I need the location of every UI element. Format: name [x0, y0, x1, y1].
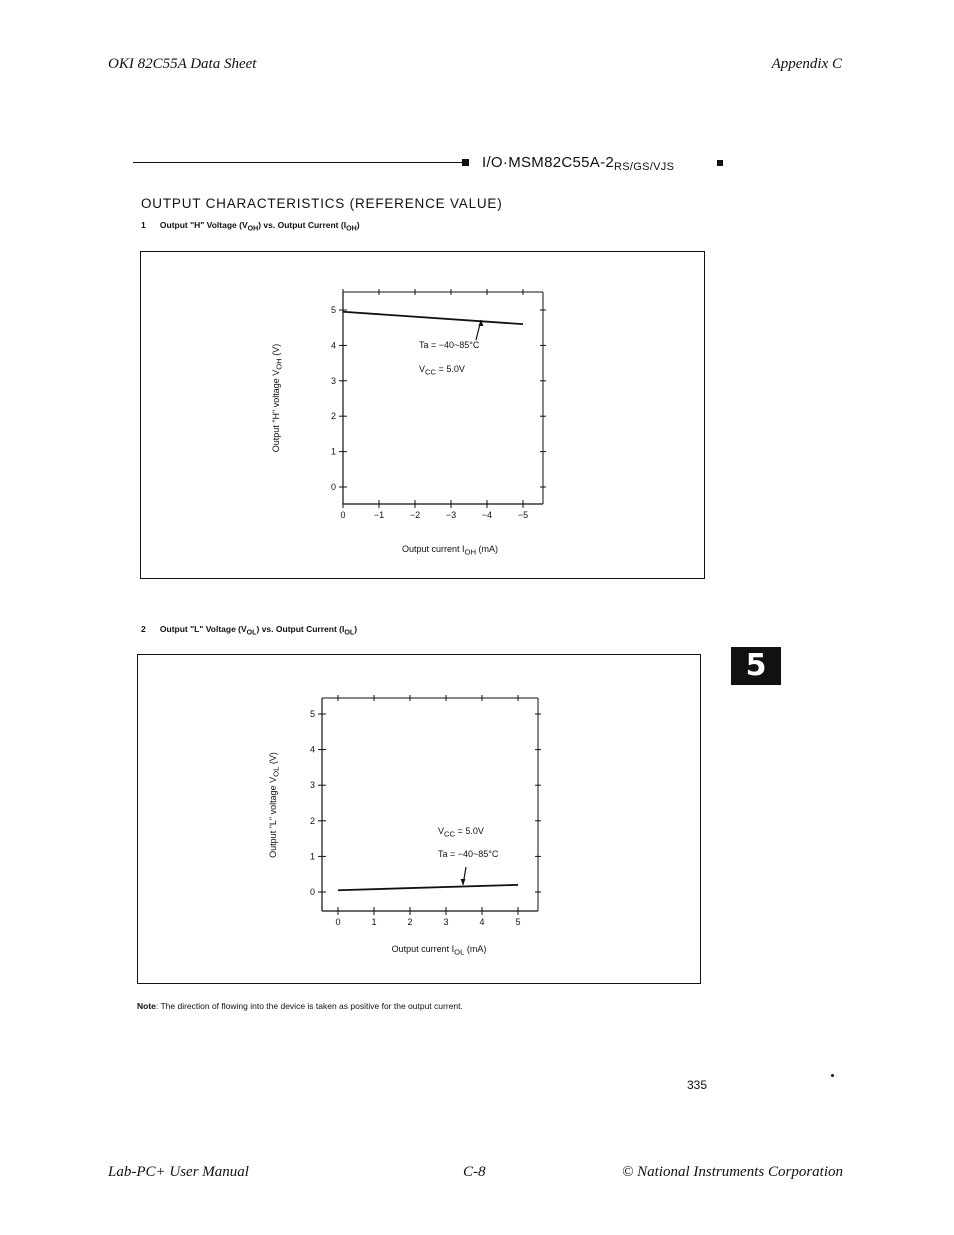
chart-2-y-tick-label-0: 0: [309, 887, 315, 897]
chart-2-caption-pre: Output "L" Voltage (V: [159, 624, 247, 634]
title-rule-end-mark: [462, 159, 469, 166]
chart-2-caption-sub2: OL: [344, 628, 355, 637]
part-title-prefix: I/O·MSM82C55A-2: [482, 154, 615, 171]
chart-2-y-tick-label-1: 1: [309, 851, 315, 862]
chart-1-annotation-0: Ta = −40~85°C: [419, 340, 480, 350]
chart-2-frame: [137, 654, 701, 984]
chart-1-y-tick-label-2: 2: [330, 411, 336, 422]
page-number: 335: [687, 1078, 708, 1092]
stray-dot: [831, 1074, 834, 1077]
chart-1-x-tick-label-2: −2: [409, 510, 421, 520]
chart-1-caption-num: 1: [141, 220, 146, 230]
chart-2-y-tick-label-4: 4: [309, 744, 315, 755]
part-title-bullet: [717, 160, 723, 166]
chart-2-caption-num: 2: [141, 624, 146, 634]
chart-1-y-tick-label-0: 0: [330, 482, 336, 492]
chart-1-caption: [141, 220, 360, 233]
chart-2-y-tick-label-5: 5: [309, 709, 315, 719]
chart-1-x-tick-label-0: 0: [340, 510, 346, 520]
chart-2-annotation-pointer-head: [461, 879, 466, 885]
footnote-label: Note: [137, 1001, 156, 1011]
chart-2: [138, 655, 700, 983]
title-rule: [133, 162, 463, 163]
chart-1-x-axis-label: Output current IOH (mA): [402, 544, 498, 557]
chart-2-y-axis-label: Output "L" voltage VOL (V): [268, 752, 281, 858]
chart-2-x-tick-label-4: 4: [479, 917, 485, 927]
chart-1-y-tick-label-4: 4: [330, 340, 336, 351]
chart-2-annotation-1: Ta = −40~85°C: [438, 849, 499, 859]
chart-1-x-tick-label-4: −4: [481, 510, 493, 520]
chart-1-x-tick-label-3: −3: [445, 510, 457, 520]
section-tab-badge: 5: [731, 647, 781, 685]
chart-2-y-tick-label-2: 2: [309, 815, 315, 826]
chart-2-x-tick-label-5: 5: [515, 917, 521, 927]
chart-2-series-line-0: [338, 885, 518, 890]
chart-1-annotation-1: VCC = 5.0V: [419, 364, 465, 377]
chart-1-x-tick-label-1: −1: [373, 510, 385, 520]
chart-1-y-axis-label: Output "H" voltage VOH (V): [271, 343, 284, 453]
chart-2-x-tick-label-1: 1: [371, 917, 377, 927]
chart-1-y-tick-label-3: 3: [330, 375, 336, 386]
chart-2-x-tick-label-2: 2: [407, 917, 413, 927]
chart-2-y-tick-label-3: 3: [309, 780, 315, 791]
footer-copyright: © National Instruments Corporation: [621, 1164, 843, 1180]
section-title: OUTPUT CHARACTERISTICS (REFERENCE VALUE): [141, 196, 503, 211]
chart-1-caption-mid: ) vs. Output Current (I: [258, 220, 347, 230]
chart-1-caption-sub2: OH: [346, 224, 357, 233]
chart-1-caption-pre: Output "H" Voltage (V: [159, 220, 248, 230]
footer-manual-title: Lab-PC+ User Manual: [108, 1164, 249, 1180]
chart-1-series-line-0: [343, 312, 523, 324]
chart-2-caption-sub1: OL: [246, 628, 257, 637]
chart-1-x-tick-label-5: −5: [517, 510, 529, 520]
chart-1-caption-post: ): [356, 220, 360, 230]
header-left-title: OKI 82C55A Data Sheet: [108, 56, 257, 72]
chart-2-x-tick-label-3: 3: [443, 917, 449, 927]
part-title: [482, 154, 674, 171]
part-title-suffix: RS/GS/VJS: [614, 161, 675, 173]
chart-1-caption-sub1: OH: [247, 224, 259, 233]
chart-1-y-tick-label-5: 5: [330, 305, 336, 315]
footnote: [137, 1001, 463, 1011]
chart-2-caption-mid: ) vs. Output Current (I: [256, 624, 345, 634]
chart-1-frame: [140, 251, 705, 579]
chart-2-caption: [141, 624, 357, 637]
chart-2-caption-post: ): [354, 624, 358, 634]
chart-1-y-tick-label-1: 1: [330, 446, 336, 457]
chart-2-x-tick-label-0: 0: [335, 917, 341, 927]
footnote-text: : The direction of flowing into the device is taken as positive for the output current.: [155, 1001, 463, 1011]
chart-2-x-axis-label: Output current IOL (mA): [391, 944, 487, 957]
footer-page-ref: C-8: [463, 1164, 486, 1180]
header-right-title: Appendix C: [771, 56, 842, 72]
chart-1: [141, 252, 704, 578]
chart-2-annotation-0: VCC = 5.0V: [438, 826, 484, 839]
